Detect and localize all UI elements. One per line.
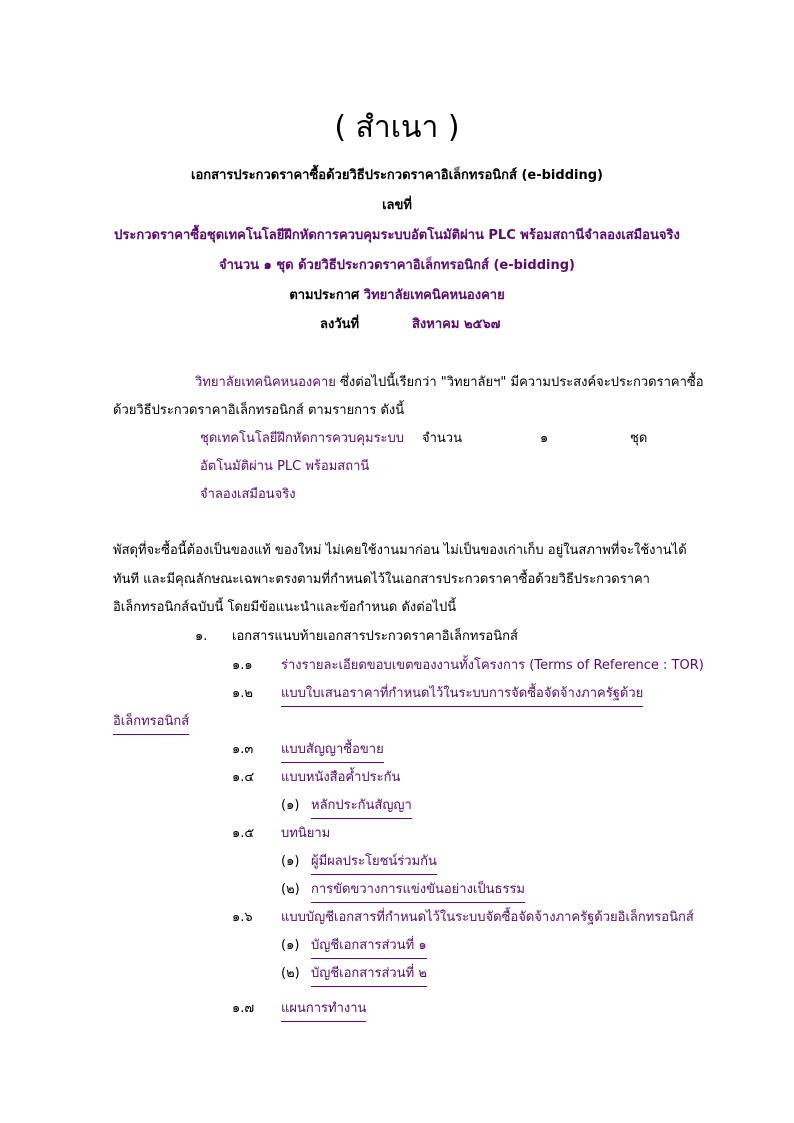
- section-1-5-2-number: (๒): [281, 882, 300, 897]
- section-1-5-1-link[interactable]: ผู้มีผลประโยชน์ร่วมกัน: [311, 853, 437, 875]
- section-1-2-link-cont[interactable]: อิเล็กทรอนิกส์: [113, 713, 189, 735]
- item-quantity: ๑: [540, 431, 549, 446]
- announcement-label: ตามประกาศ: [289, 288, 360, 303]
- requirements-line-2: ทันที และมีคุณลักษณะเฉพาะตรงตามที่กำหนดไว้ในเอกสารประกวดราคาซื้อด้วยวิธีประกวดราคา: [113, 572, 650, 587]
- section-1-5-1-number: (๑): [281, 854, 300, 869]
- section-1-4-number: ๑.๔: [232, 770, 255, 785]
- procurement-subject: ประกวดราคาซื้อชุดเทคโนโลยีฝึกหัดการควบคุมระบบอัตโนมัติผ่าน PLC พร้อมสถานีจำลองเสมือนจริง: [114, 228, 680, 243]
- section-1-5-link[interactable]: บทนิยาม: [281, 826, 331, 841]
- section-1-title: เอกสารแนบท้ายเอกสารประกวดราคาอิเล็กทรอนิกส์: [232, 629, 518, 644]
- announcement-line: [0, 287, 794, 305]
- section-1-1-number: ๑.๑: [232, 658, 253, 673]
- document-title: ( สำเนา ): [334, 110, 460, 145]
- date-label: ลงวันที่: [320, 317, 360, 332]
- section-1-2-link[interactable]: แบบใบเสนอราคาที่กำหนดไว้ในระบบการจัดซื้อจัดจ้างภาครัฐด้วย: [281, 685, 643, 707]
- section-1-7-link[interactable]: แผนการทำงาน: [281, 1000, 366, 1022]
- section-1-6-2-link[interactable]: บัญชีเอกสารส่วนที่ ๒: [311, 965, 427, 987]
- requirements-line-3: อิเล็กทรอนิกส์ฉบับนี้ โดยมีข้อแนะนำและข้อกำหนด ดังต่อไปนี้: [113, 600, 457, 615]
- section-1-4-link[interactable]: แบบหนังสือค้ำประกัน: [281, 770, 401, 785]
- date-value: สิงหาคม ๒๕๖๗: [412, 317, 501, 332]
- section-1-6-1-number: (๑): [281, 938, 300, 953]
- section-1-6-2-number: (๒): [281, 966, 300, 981]
- section-1-6-1-link[interactable]: บัญชีเอกสารส่วนที่ ๑: [311, 937, 427, 959]
- section-1-6-number: ๑.๖: [232, 910, 253, 925]
- document-heading: เอกสารประกวดราคาซื้อด้วยวิธีประกวดราคาอิเล็กทรอนิกส์ (e-bidding): [191, 168, 603, 183]
- item-name-line-1: ชุดเทคโนโลยีฝึกหัดการควบคุมระบบ: [200, 431, 405, 446]
- intro-line-1: [195, 374, 704, 392]
- section-1-number: ๑.: [195, 629, 208, 644]
- item-name-line-2: อัตโนมัติผ่าน PLC พร้อมสถานี: [200, 459, 370, 474]
- intro-line-2: ด้วยวิธีประกวดราคาอิเล็กทรอนิกส์ ตามรายการ ดังนี้: [113, 403, 405, 418]
- section-1-5-2-link[interactable]: การขัดขวางการแข่งขันอย่างเป็นธรรม: [311, 881, 525, 903]
- section-1-2-number: ๑.๒: [232, 686, 253, 701]
- procurement-quantity-line: จำนวน ๑ ชุด ด้วยวิธีประกวดราคาอิเล็กทรอนิกส์ (e-bidding): [219, 258, 575, 273]
- section-1-4-1-number: (๑): [281, 798, 300, 813]
- section-1-3-number: ๑.๓: [232, 742, 254, 757]
- section-1-4-1-link[interactable]: หลักประกันสัญญา: [311, 797, 412, 819]
- section-1-3-link[interactable]: แบบสัญญาซื้อขาย: [281, 741, 384, 763]
- item-quantity-label: จำนวน: [422, 431, 462, 446]
- requirements-line-1: พัสดุที่จะซื้อนี้ต้องเป็นของแท้ ของใหม่ ไม่เคยใช้งานมาก่อน ไม่เป็นของเก่าเก็บ อยู่ในสภาพที่จะใช้งานได้: [113, 543, 687, 558]
- announcement-org: วิทยาลัยเทคนิคหนองคาย: [363, 288, 505, 303]
- section-1-6-link[interactable]: แบบบัญชีเอกสารที่กำหนดไว้ในระบบจัดซื้อจัดจ้างภาครัฐด้วยอิเล็กทรอนิกส์: [281, 910, 694, 925]
- item-name-line-3: จำลองเสมือนจริง: [200, 487, 296, 502]
- intro-text: ซึ่งต่อไปนี้เรียกว่า "วิทยาลัยฯ" มีความประสงค์จะประกวดราคาซื้อ: [340, 375, 704, 390]
- intro-org: วิทยาลัยเทคนิคหนองคาย: [195, 375, 336, 390]
- section-1-1-link[interactable]: ร่างรายละเอียดขอบเขตของงานทั้งโครงการ (Terms of Reference : TOR): [281, 658, 704, 673]
- document-number-label: เลขที่: [382, 198, 412, 213]
- section-1-5-number: ๑.๕: [232, 826, 255, 841]
- section-1-7-number: ๑.๗: [232, 1001, 255, 1016]
- item-unit: ชุด: [630, 431, 648, 446]
